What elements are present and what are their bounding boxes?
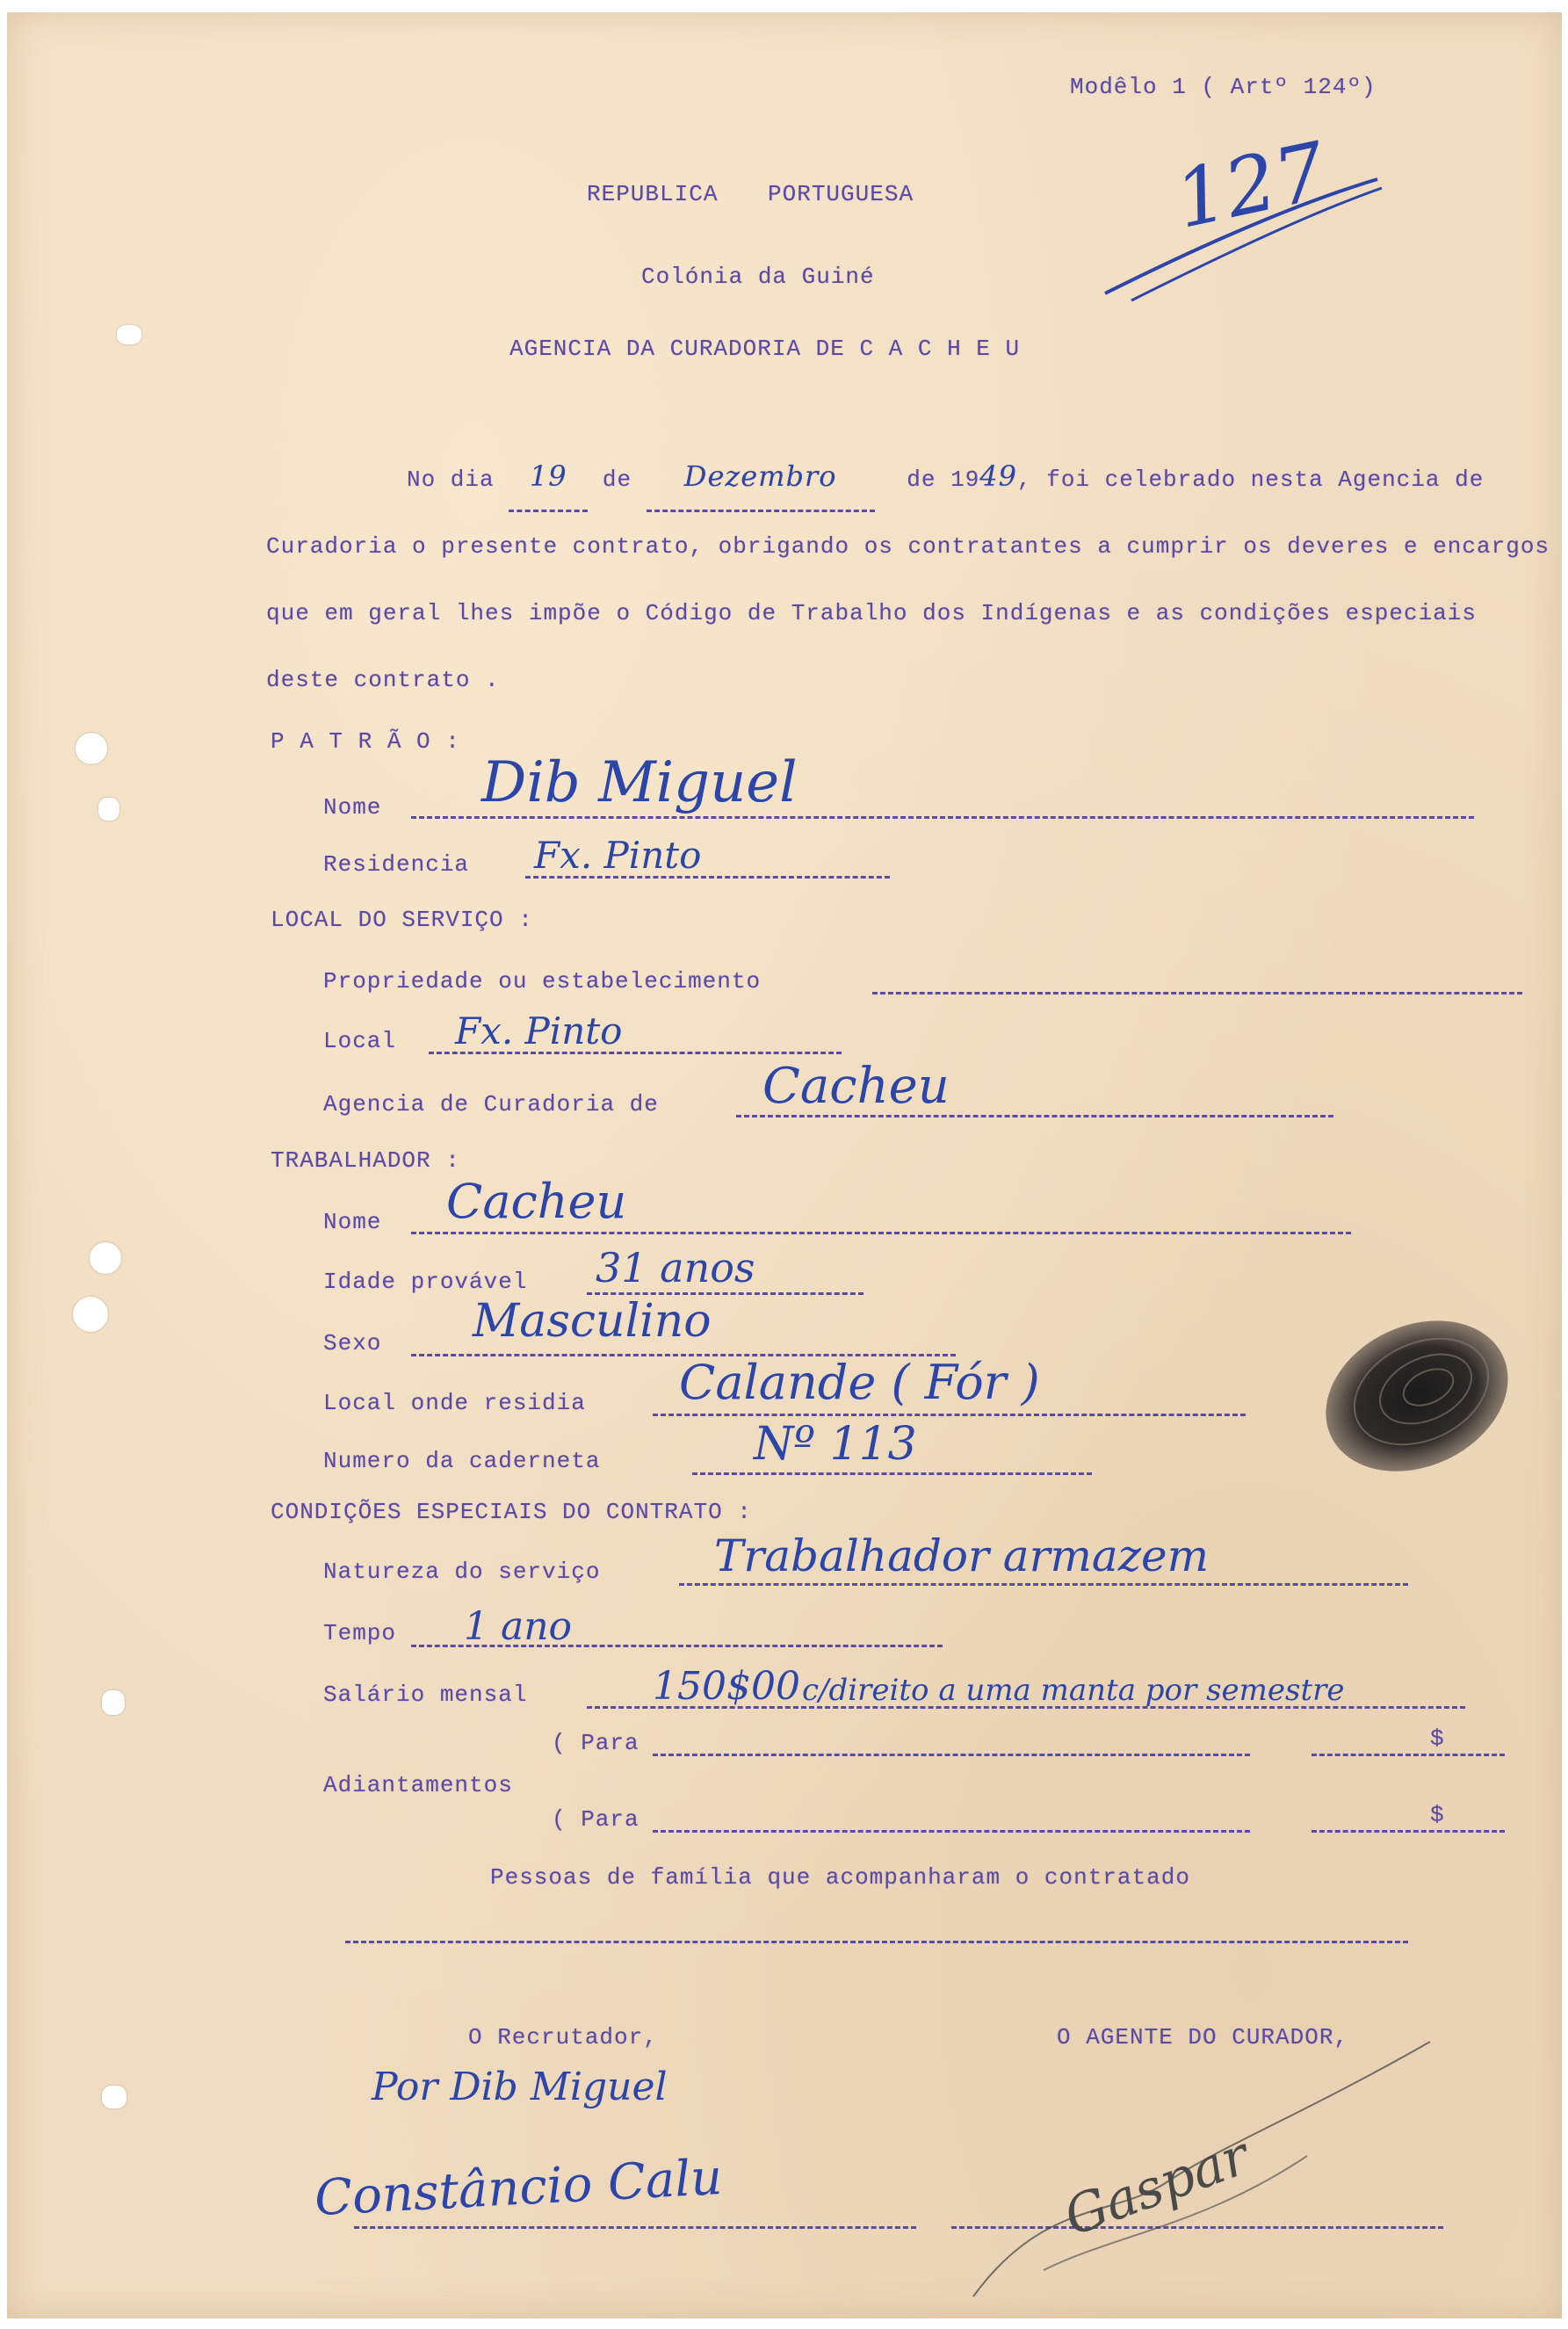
punch-hole <box>102 1690 125 1715</box>
local-residia-label: Local onde residia <box>323 1390 586 1416</box>
salario-value: 150$00 <box>653 1664 800 1709</box>
header-colonia: Colónia da Guiné <box>641 264 875 290</box>
para-label-2: ( Para <box>552 1806 639 1833</box>
adiantamentos-label: Adiantamentos <box>323 1772 513 1798</box>
amount-line-2 <box>1311 1830 1505 1833</box>
agente-signature-flourish <box>938 2007 1465 2323</box>
trabalhador-nome-line <box>411 1232 1351 1234</box>
intro-month: Dezembro <box>647 443 875 512</box>
patrao-nome-value: Dib Miguel <box>481 750 798 815</box>
dollar-sign-2: $ <box>1430 1802 1445 1828</box>
salario-note: c/direito a uma manta por semestre <box>802 1673 1345 1708</box>
local-residia-value: Calande ( Fór ) <box>679 1355 1040 1410</box>
handwritten-document-number: 127 <box>1167 125 1334 247</box>
tempo-label: Tempo <box>323 1620 397 1646</box>
amount-line-1 <box>1311 1754 1505 1756</box>
local-value: Fx. Pinto <box>455 1009 623 1052</box>
document-page <box>7 12 1562 2318</box>
section-trabalhador: TRABALHADOR : <box>271 1147 460 1174</box>
section-local-servico: LOCAL DO SERVIÇO : <box>271 907 533 933</box>
dollar-sign-1: $ <box>1430 1725 1445 1752</box>
familia-label: Pessoas de família que acompanharam o contratado <box>490 1864 1190 1891</box>
number-flourish <box>1096 170 1386 302</box>
sexo-value: Masculino <box>473 1295 712 1348</box>
recrutador-label: O Recrutador, <box>468 2024 658 2051</box>
intro-year-handwritten: 49 <box>979 459 1018 493</box>
section-patrao: P A T R Ã O : <box>271 728 460 755</box>
trabalhador-nome-value: Cacheu <box>446 1174 627 1229</box>
patrao-nome-label: Nome <box>323 794 382 821</box>
idade-label: Idade provável <box>323 1269 528 1295</box>
agente-label: O AGENTE DO CURADOR, <box>1057 2024 1349 2051</box>
natureza-line <box>679 1583 1408 1586</box>
local-residia-line <box>653 1414 1246 1416</box>
contract-intro-paragraph <box>266 443 1557 713</box>
recrutador-por-text: Por Dib Miguel <box>372 2065 668 2109</box>
flourish-stroke <box>1131 188 1382 300</box>
intro-no-dia-label: No dia <box>407 467 495 493</box>
recrutador-signature-line <box>354 2226 916 2229</box>
caderneta-value: Nº 113 <box>754 1418 917 1471</box>
patrao-nome-line <box>411 816 1474 819</box>
punch-hole <box>73 1297 108 1332</box>
header-republica: REPUBLICA PORTUGUESA <box>587 181 914 207</box>
agente-signature: Gaspar <box>1056 2124 1257 2249</box>
thumbprint-image <box>1316 1308 1518 1484</box>
idade-value: 31 anos <box>596 1244 755 1291</box>
agencia-curadoria-line <box>736 1115 1333 1117</box>
patrao-residencia-value: Fx. Pinto <box>534 834 702 877</box>
flourish-stroke <box>973 2042 1430 2296</box>
propriedade-label: Propriedade ou estabelecimento <box>323 968 762 995</box>
patrao-residencia-label: Residencia <box>323 851 470 878</box>
local-label: Local <box>323 1028 397 1054</box>
punch-hole <box>98 798 119 821</box>
familia-line <box>345 1941 1408 1943</box>
propriedade-line <box>872 992 1522 995</box>
sexo-label: Sexo <box>323 1330 382 1356</box>
para-line-2 <box>653 1830 1250 1833</box>
recrutador-signature: Constâncio Calu <box>313 2148 724 2228</box>
agencia-curadoria-value: Cacheu <box>762 1058 950 1115</box>
punch-hole <box>102 2086 126 2108</box>
natureza-label: Natureza do serviço <box>323 1559 601 1585</box>
trabalhador-nome-label: Nome <box>323 1209 382 1235</box>
punch-hole <box>117 325 141 344</box>
intro-de-label: de <box>602 467 632 493</box>
caderneta-label: Numero da caderneta <box>323 1448 601 1474</box>
section-condicoes: CONDIÇÕES ESPECIAIS DO CONTRATO : <box>271 1499 752 1525</box>
intro-paragraph-text: , foi celebrado nesta Agencia de Curadoria o presente contrato, obrigando os contratantes a cumprir os deveres e encargos que em geral lhes impõe o Código de Trabalho dos Indígenas e as condições especiais deste contrato . <box>266 467 1550 693</box>
intro-day: 19 <box>509 443 588 512</box>
flourish-stroke <box>1044 2156 1307 2270</box>
natureza-value: Trabalhador armazem <box>714 1530 1210 1581</box>
punch-hole <box>76 733 107 764</box>
punch-hole <box>90 1242 121 1274</box>
caderneta-line <box>692 1472 1092 1475</box>
para-line-1 <box>653 1754 1250 1756</box>
tempo-value: 1 ano <box>464 1604 573 1649</box>
header-agencia: AGENCIA DA CURADORIA DE C A C H E U <box>509 336 1021 362</box>
para-label-1: ( Para <box>552 1730 639 1756</box>
salario-label: Salário mensal <box>323 1682 528 1708</box>
form-model-reference: Modêlo 1 ( Artº 124º) <box>1070 74 1377 100</box>
intro-year-prefix: de 19 <box>907 467 980 493</box>
thumbprint-blot <box>1316 1308 1518 1484</box>
flourish-stroke <box>1105 179 1377 293</box>
agencia-curadoria-label: Agencia de Curadoria de <box>323 1091 659 1117</box>
